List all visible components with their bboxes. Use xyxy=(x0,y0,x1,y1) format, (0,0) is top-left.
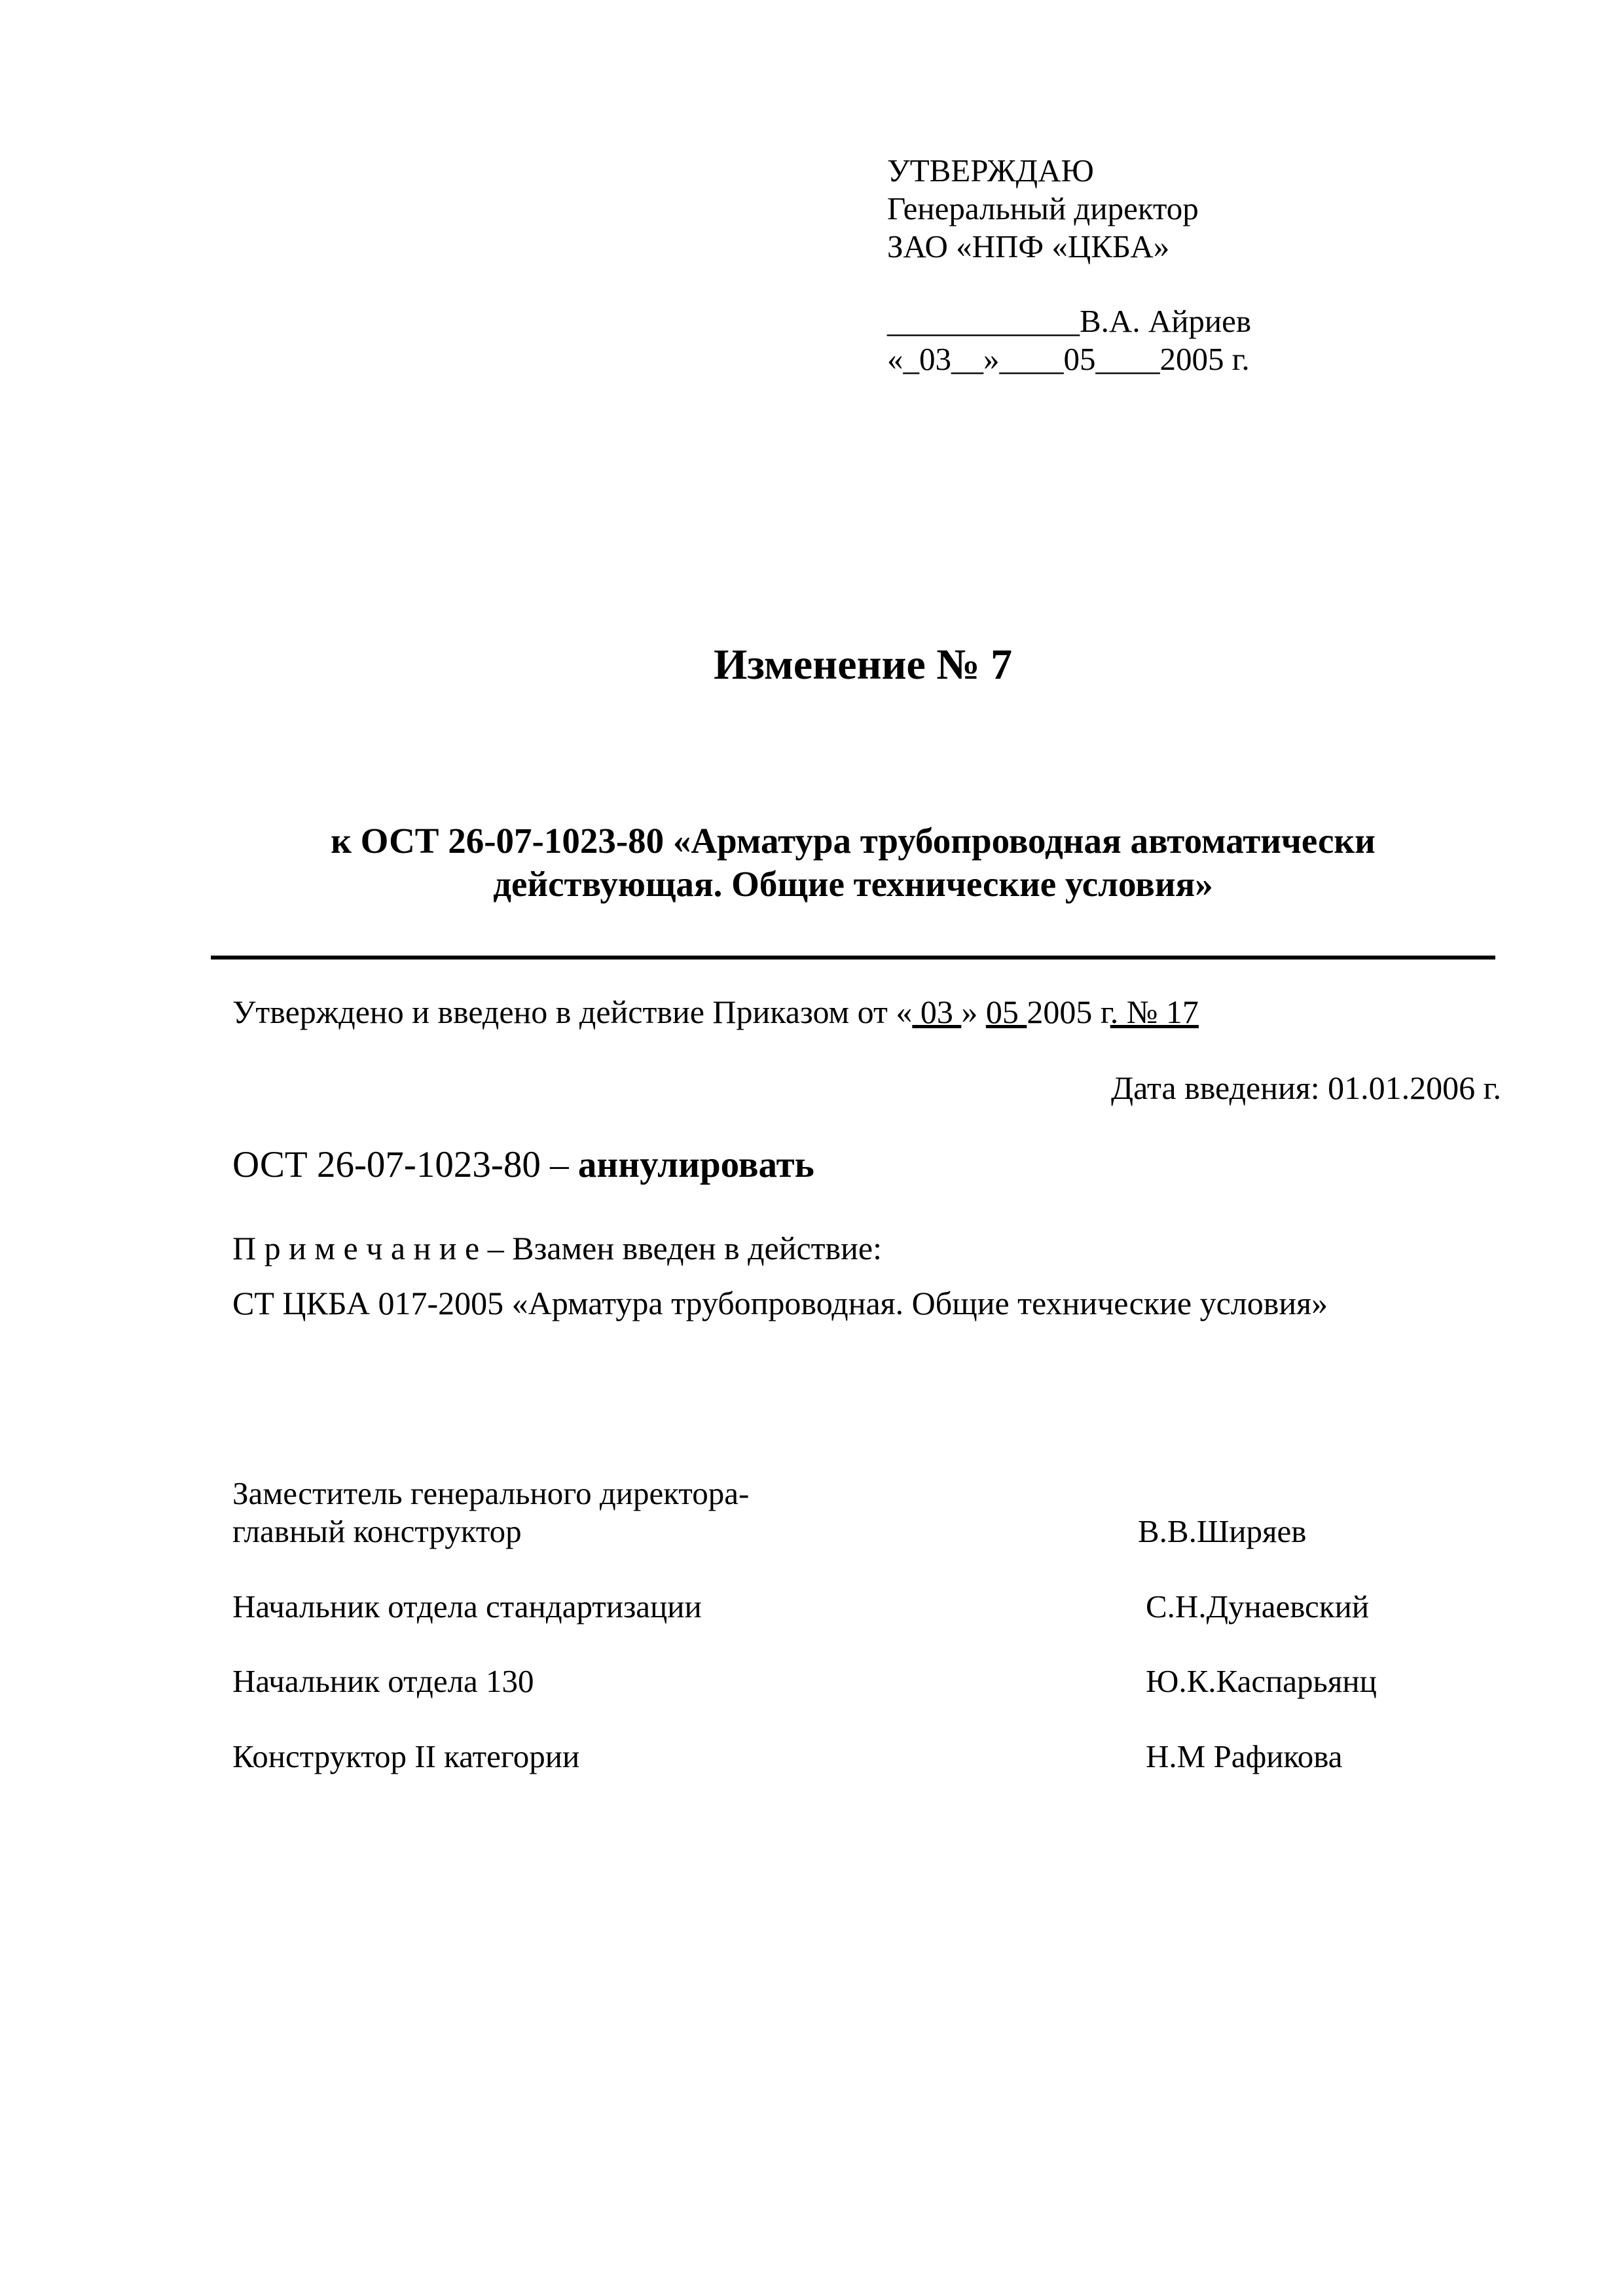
order-line xyxy=(232,993,1199,1031)
note-replacement: СТ ЦКБА 017-2005 «Арматура трубопроводная. Общие технические условия» xyxy=(232,1285,1328,1321)
order-year: 2005 г xyxy=(1027,994,1110,1030)
annul-line xyxy=(232,1143,814,1186)
note-label: П р и м е ч а н и е xyxy=(232,1230,480,1266)
subtitle-line-2: действующая. Общие технические условия» xyxy=(493,864,1213,904)
annul-action: аннулировать xyxy=(577,1144,814,1185)
approval-organization: ЗАО «НПФ «ЦКБА» xyxy=(887,228,1170,264)
order-sep: » xyxy=(961,994,978,1030)
signature-name-4: Н.М Рафикова xyxy=(1146,1738,1343,1774)
signature-name-2: С.Н.Дунаевский xyxy=(1146,1588,1370,1624)
order-month: 05 xyxy=(985,994,1027,1030)
document-subtitle xyxy=(211,819,1495,906)
signature-position-4: Конструктор II категории xyxy=(232,1738,580,1774)
approval-position: Генеральный директор xyxy=(887,190,1199,226)
signature-position-2: Начальник отдела стандартизации xyxy=(232,1588,702,1624)
signature-position-1 xyxy=(232,1475,749,1551)
subtitle-line-1: к ОСТ 26-07-1023-80 «Арматура трубопроводная автоматически xyxy=(331,821,1376,861)
order-prefix: Утверждено и введено в действие Приказом от « xyxy=(232,994,913,1030)
approval-signer: В.А. Айриев xyxy=(1080,303,1252,339)
note-text: – Взамен введен в действие: xyxy=(479,1230,882,1266)
signature-name-1: В.В.Ширяев xyxy=(1138,1513,1307,1549)
document-title: Изменение № 7 xyxy=(714,641,1013,689)
divider-rule xyxy=(211,956,1495,960)
approval-signature-line xyxy=(887,302,1251,340)
signature-position-3: Начальник отдела 130 xyxy=(232,1663,534,1699)
signature-name-3: Ю.К.Каспарьянц xyxy=(1146,1663,1377,1699)
signature-position-1-line-1: Заместитель генерального директора- xyxy=(232,1475,750,1511)
order-number: . № 17 xyxy=(1110,994,1199,1030)
note-line xyxy=(232,1229,882,1267)
signature-blank: ____________ xyxy=(887,303,1080,339)
approval-heading: УТВЕРЖДАЮ xyxy=(887,152,1094,188)
effective-date: Дата введения: 01.01.2006 г. xyxy=(1110,1069,1501,1106)
approval-date: «_03__»____05____2005 г. xyxy=(887,341,1250,377)
approval-block xyxy=(887,152,1199,266)
annul-standard: ОСТ 26-07-1023-80 – xyxy=(232,1144,578,1185)
order-day: 03 xyxy=(912,994,962,1030)
signature-position-1-line-2: главный конструктор xyxy=(232,1513,522,1549)
